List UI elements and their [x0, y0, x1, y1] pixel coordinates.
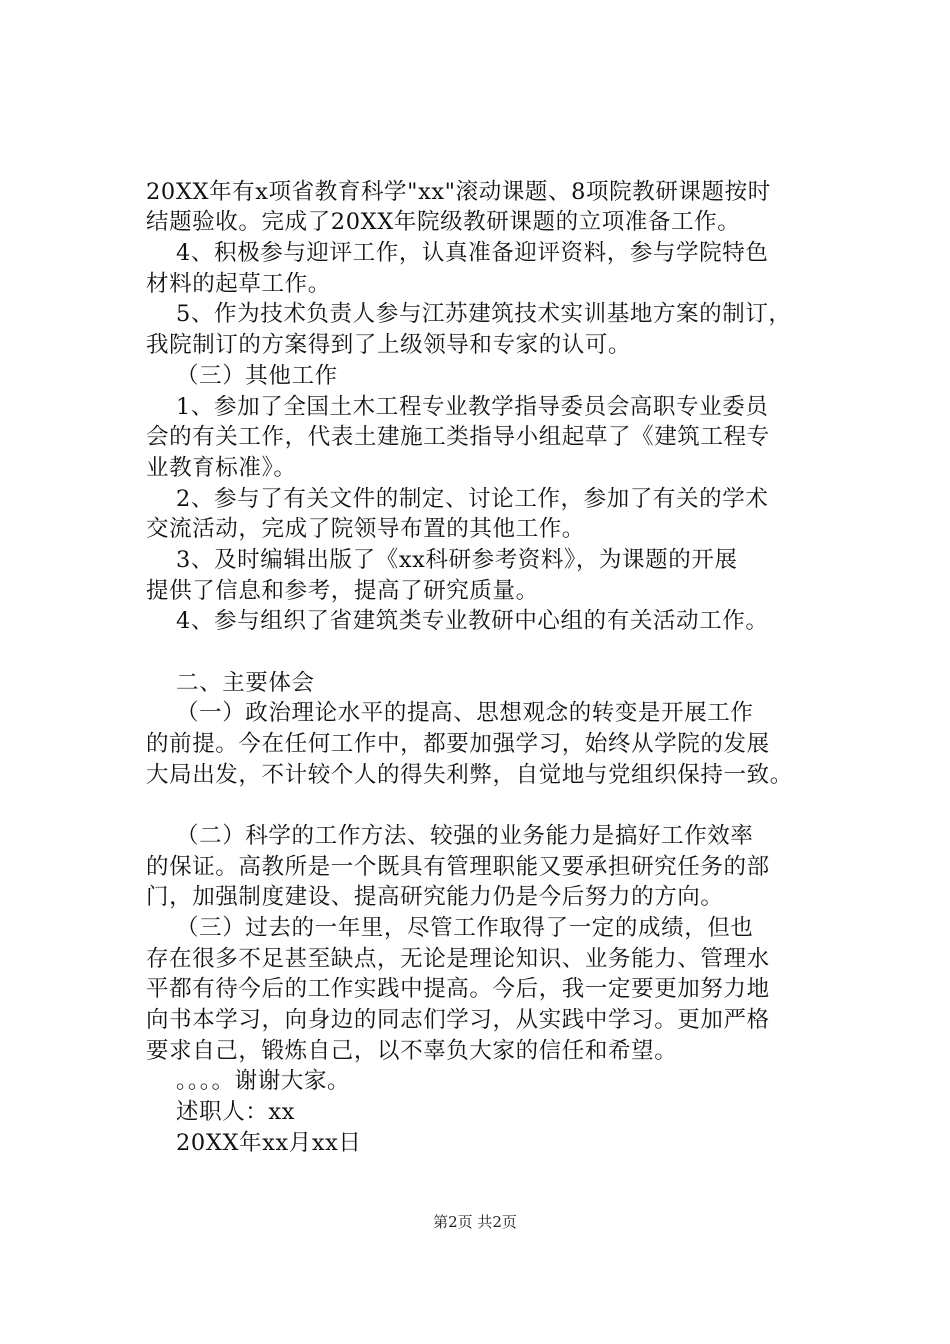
text-line: 我院制订的方案得到了上级领导和专家的认可。 — [146, 332, 632, 358]
text-line: 要求自己，锻炼自己，以不辜负大家的信任和希望。 — [146, 1038, 678, 1064]
text-line: 业教育标准》。 — [146, 455, 297, 481]
text-line: 2、参与了有关文件的制定、讨论工作，参加了有关的学术 — [176, 486, 769, 512]
text-line: （一）政治理论水平的提高、思想观念的转变是开展工作 — [176, 700, 754, 726]
signature-line: 述职人：xx — [176, 1099, 295, 1125]
text-line: 4、参与组织了省建筑类专业教研中心组的有关活动工作。 — [176, 608, 769, 634]
text-line: 存在很多不足甚至缺点，无论是理论知识、业务能力、管理水 — [146, 946, 770, 972]
page-number-footer: 第2页 共2页 — [433, 1213, 517, 1231]
text-line: （三）过去的一年里，尽管工作取得了一定的成绩，但也 — [176, 915, 754, 941]
text-line: 的前提。今在任何工作中，都要加强学习，始终从学院的发展 — [146, 731, 770, 757]
text-line: 4、积极参与迎评工作，认真准备迎评资料，参与学院特色 — [176, 240, 769, 266]
date-line: 20XX年xx月xx日 — [176, 1130, 362, 1156]
section-heading: （三）其他工作 — [176, 363, 338, 389]
closing-line: 。。。。谢谢大家。 — [176, 1068, 351, 1094]
text-line: 交流活动，完成了院领导布置的其他工作。 — [146, 516, 585, 542]
text-line: 20XX年有x项省教育科学"xx"滚动课题、8项院教研课题按时 — [146, 179, 771, 205]
text-line: 3、及时编辑出版了《xx科研参考资料》，为课题的开展 — [176, 547, 738, 573]
text-line: 大局出发，不计较个人的得失利弊，自觉地与党组织保持一致。 — [146, 762, 793, 788]
text-line: （二）科学的工作方法、较强的业务能力是搞好工作效率 — [176, 823, 754, 849]
text-line: 向书本学习，向身边的同志们学习，从实践中学习。更加严格 — [146, 1007, 770, 1033]
text-line: 提供了信息和参考，提高了研究质量。 — [146, 578, 539, 604]
text-line: 1、参加了全国土木工程专业教学指导委员会高职专业委员 — [176, 394, 769, 420]
text-line: 的保证。高教所是一个既具有管理职能又要承担研究任务的部 — [146, 854, 770, 880]
text-line: 平都有待今后的工作实践中提高。今后，我一定要更加努力地 — [146, 976, 770, 1002]
text-line: 材料的起草工作。 — [146, 271, 331, 297]
text-line: 会的有关工作，代表土建施工类指导小组起草了《建筑工程专 — [146, 424, 770, 450]
section-heading: 二、主要体会 — [176, 670, 315, 696]
text-line: 5、作为技术负责人参与江苏建筑技术实训基地方案的制订， — [176, 301, 792, 327]
text-line: 门，加强制度建设、提高研究能力仍是今后努力的方向。 — [146, 884, 724, 910]
text-line: 结题验收。完成了20XX年院级教研课题的立项准备工作。 — [146, 209, 741, 235]
